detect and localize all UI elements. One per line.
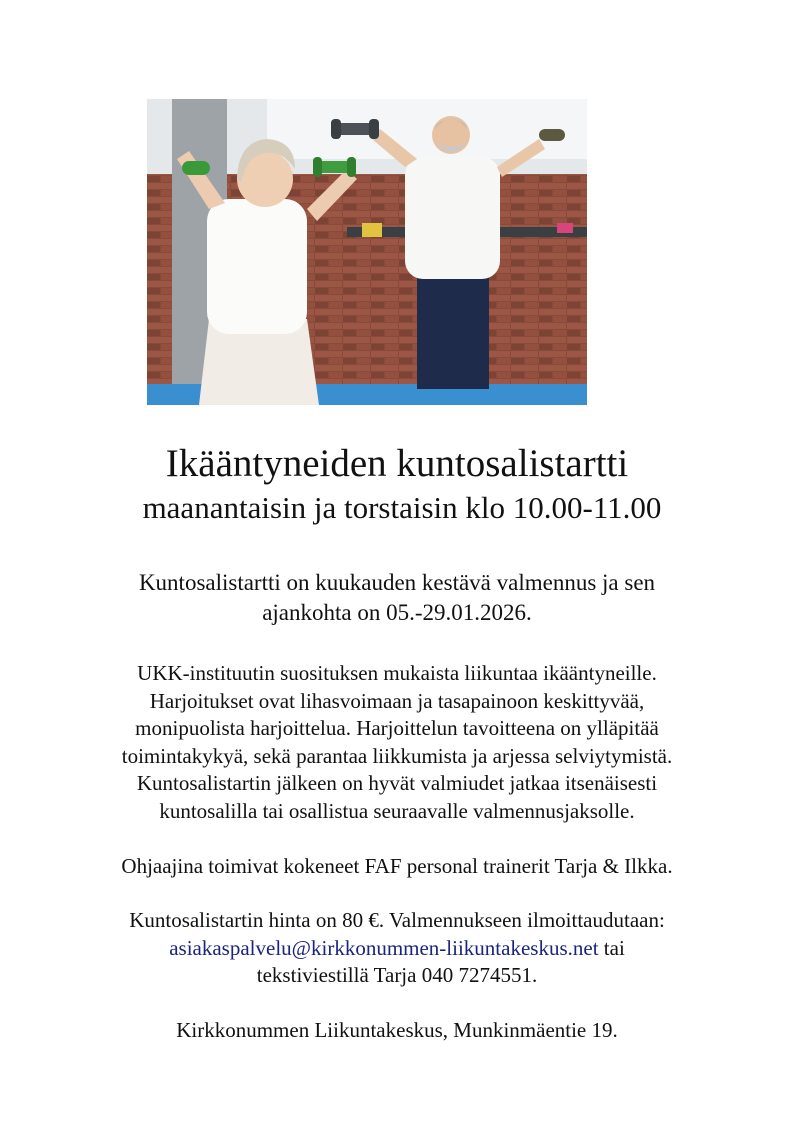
description-line: monipuolista harjoittelua. Harjoittelun tavoitteena on ylläpitää [135,716,659,740]
email-link[interactable]: asiakaspalvelu@kirkkonummen-liikuntakeskus.net [169,935,599,960]
email-line [60,935,734,963]
description-line: kuntosalilla tai osallistua seuraavalle valmennusjaksolle. [159,798,635,823]
trainers-paragraph [60,853,734,881]
intro-line: Kuntosalistartti on kuukauden kestävä valmennus ja sen [138,570,656,595]
intro-line: ajankohta on 05.-29.01.2026. [262,600,532,625]
schedule-subtitle: maanantaisin ja torstaisin klo 10.00-11.00 [142,490,662,525]
description-line: toimintakykyä, sekä parantaa liikkumista ja arjessa selviytymistä. [121,743,673,768]
address-paragraph [60,1017,734,1045]
description-line: Kuntosalistartin jälkeen on hyvät valmiudet jatkaa itsenäisesti [136,771,658,795]
description-line: Harjoitukset ovat lihasvoimaan ja tasapainoon keskittyvää, [149,688,645,713]
description-line: UKK-instituutin suosituksen mukaista liikuntaa ikääntyneille. [137,661,657,685]
address-text: Kirkkonummen Liikuntakeskus, Munkinmäentie 19. [176,1018,618,1042]
email-suffix: tai [598,935,625,960]
registration-paragraph [60,907,734,990]
description-paragraph [60,660,734,825]
page-title: Ikääntyneiden kuntosalistartti [165,442,629,485]
price-line: Kuntosalistartin hinta on 80 €. Valmennukseen ilmoittaudutaan: [129,908,665,932]
intro-paragraph [60,568,734,628]
sms-line: tekstiviestillä Tarja 040 7274551. [256,963,538,987]
hero-photo [147,99,587,405]
trainers-text: Ohjaajina toimivat kokeneet FAF personal trainerit Tarja & Ilkka. [121,854,673,878]
